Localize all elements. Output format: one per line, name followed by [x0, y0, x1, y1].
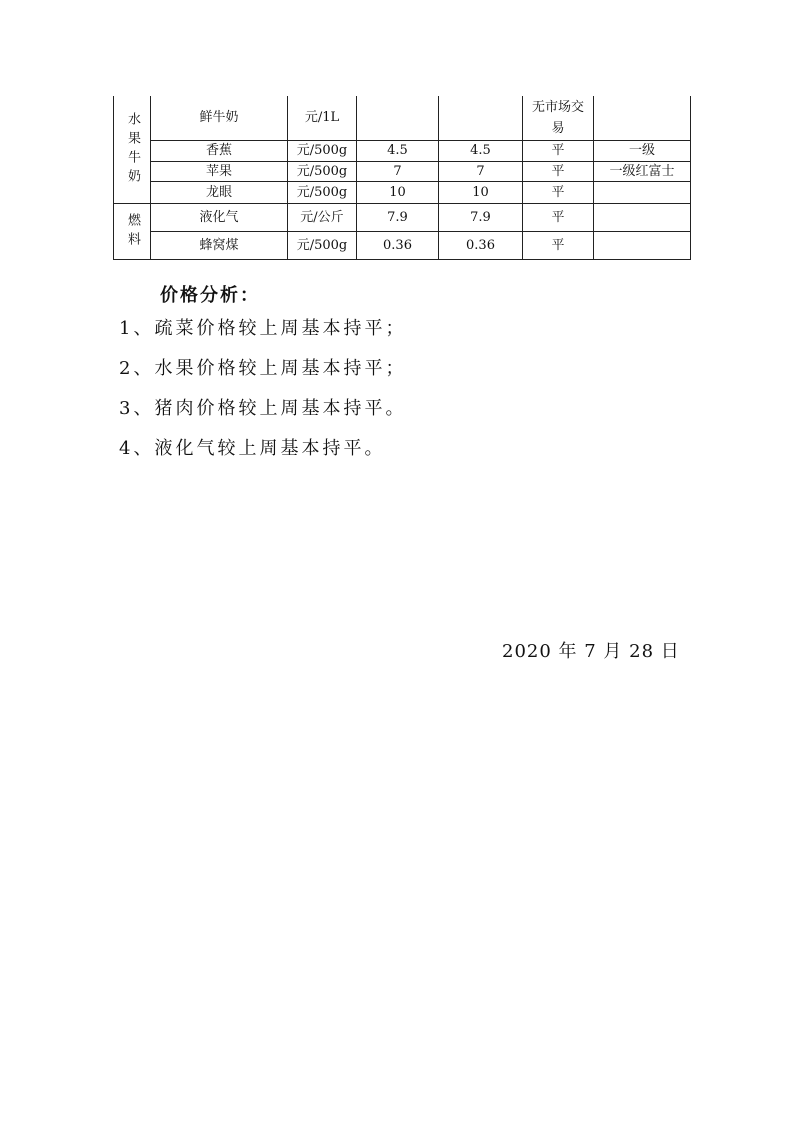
price-last-week: 10 — [439, 182, 523, 204]
item-note: 一级 — [594, 141, 691, 162]
category-label: 燃料 — [125, 212, 140, 251]
item-name: 鲜牛奶 — [151, 96, 288, 141]
price-change: 平 — [523, 204, 594, 232]
price-this-week: 10 — [357, 182, 439, 204]
document-date: 2020 年 7 月 28 日 — [502, 641, 680, 662]
item-note — [594, 232, 691, 260]
item-unit: 元/500g — [288, 162, 357, 182]
item-unit: 元/1L — [288, 96, 357, 141]
price-last-week: 7.9 — [439, 204, 523, 232]
category-cell — [114, 204, 151, 260]
list-item: 4、液化气较上周基本持平。 — [119, 438, 386, 459]
list-item: 1、疏菜价格较上周基本持平； — [119, 318, 407, 339]
price-change: 平 — [523, 162, 594, 182]
list-item: 2、水果价格较上周基本持平； — [119, 358, 407, 379]
item-name: 液化气 — [151, 204, 288, 232]
table-row — [114, 141, 691, 162]
price-last-week: 7 — [439, 162, 523, 182]
item-note — [594, 182, 691, 204]
item-unit: 元/500g — [288, 141, 357, 162]
table-row — [114, 96, 691, 141]
price-this-week: 7.9 — [357, 204, 439, 232]
category-cell — [114, 96, 151, 204]
item-unit: 元/500g — [288, 182, 357, 204]
price-this-week — [357, 96, 439, 141]
item-unit: 元/公斤 — [288, 204, 357, 232]
table-row — [114, 162, 691, 182]
price-this-week: 7 — [357, 162, 439, 182]
price-table — [113, 96, 691, 260]
list-item: 3、猪肉价格较上周基本持平。 — [119, 398, 407, 419]
item-name: 香蕉 — [151, 141, 288, 162]
price-last-week — [439, 96, 523, 141]
item-note — [594, 204, 691, 232]
price-last-week: 0.36 — [439, 232, 523, 260]
analysis-list — [119, 316, 406, 476]
analysis-title: 价格分析： — [160, 285, 260, 306]
price-this-week: 4.5 — [357, 141, 439, 162]
item-name: 苹果 — [151, 162, 288, 182]
table-row — [114, 232, 691, 260]
price-this-week: 0.36 — [357, 232, 439, 260]
price-change: 平 — [523, 232, 594, 260]
price-last-week: 4.5 — [439, 141, 523, 162]
price-change: 平 — [523, 141, 594, 162]
table-row — [114, 182, 691, 204]
item-name: 蜂窝煤 — [151, 232, 288, 260]
item-unit: 元/500g — [288, 232, 357, 260]
price-change-text: 无市场交易 — [531, 100, 584, 136]
item-name: 龙眼 — [151, 182, 288, 204]
category-label: 水果牛奶 — [125, 111, 140, 188]
item-note — [594, 96, 691, 141]
price-change: 平 — [523, 182, 594, 204]
table-row — [114, 204, 691, 232]
item-note: 一级红富士 — [594, 162, 691, 182]
price-change — [523, 96, 594, 141]
